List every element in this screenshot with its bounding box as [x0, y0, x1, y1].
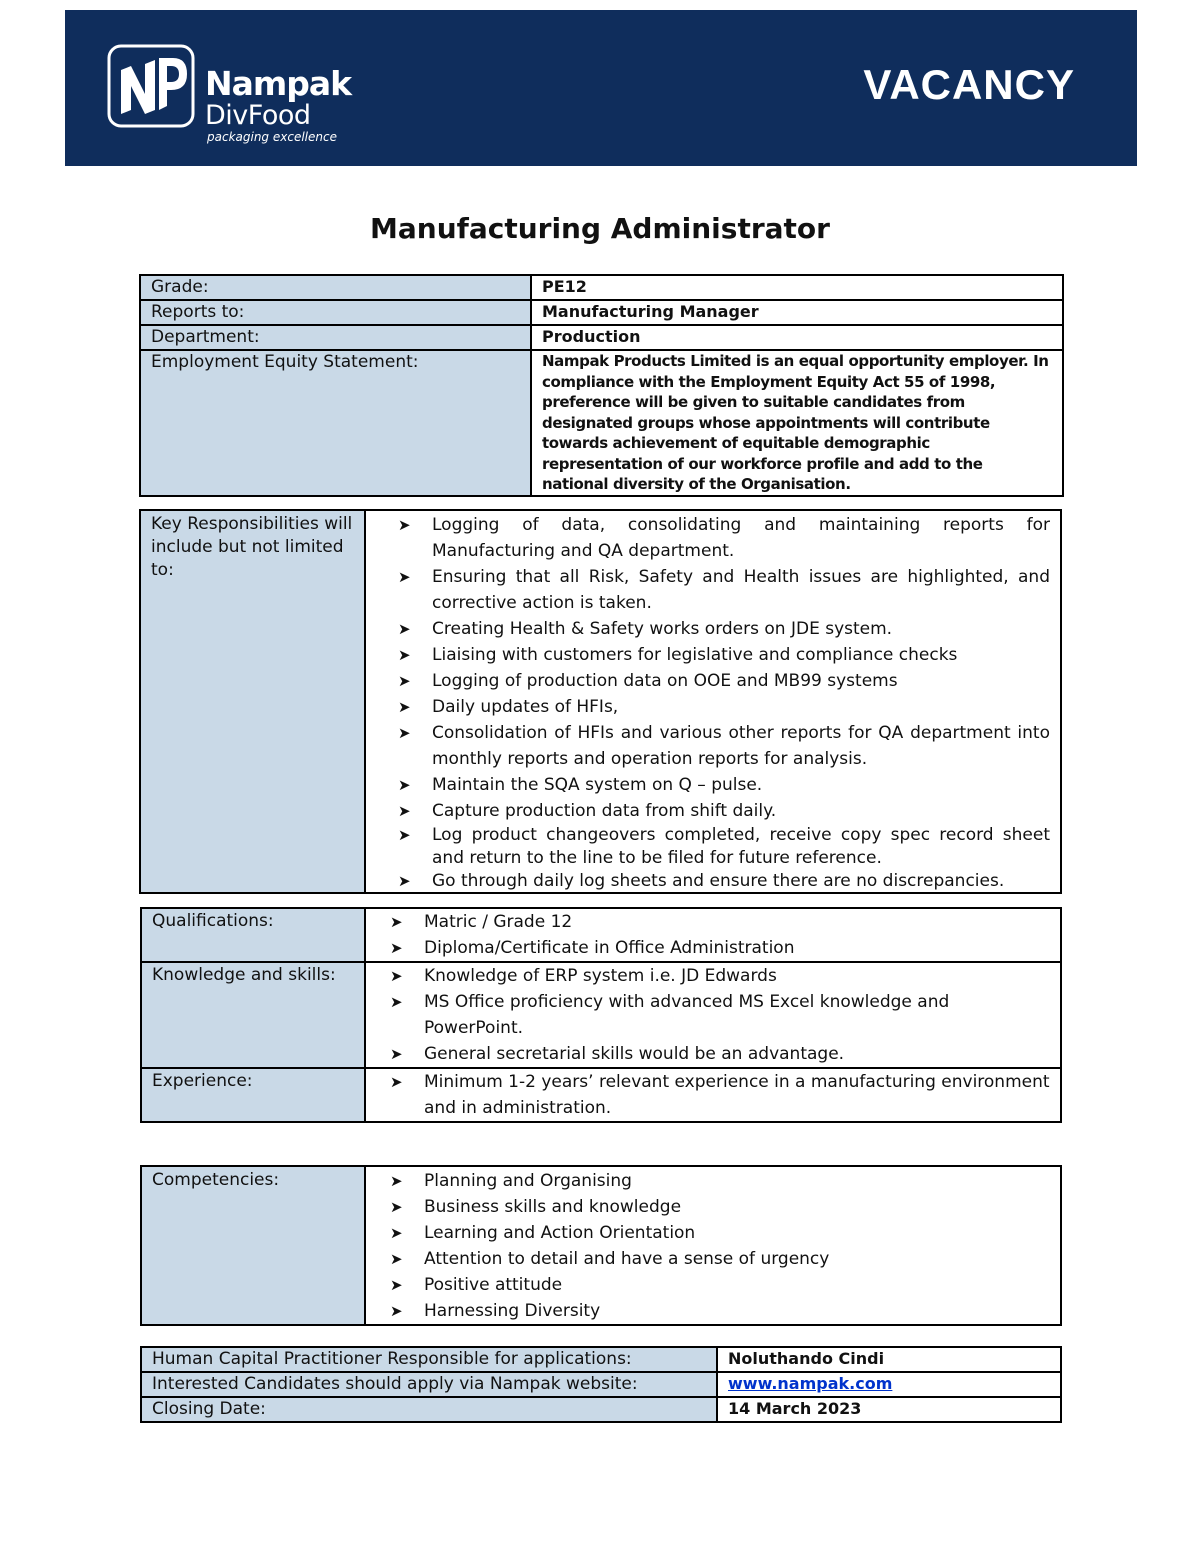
bullet-arrow-icon: ➤: [398, 568, 411, 586]
reports-to-label: Reports to:: [140, 300, 531, 325]
bullet-arrow-icon: ➤: [390, 967, 403, 985]
list-item: ➤ Business skills and knowledge: [366, 1194, 1050, 1220]
experience-list: [366, 1069, 1050, 1121]
list-item: ➤ Logging of data, consolidating and maintaining reports for Manufacturing and QA department.: [366, 512, 1050, 564]
closing-date-label: Closing Date:: [141, 1397, 717, 1422]
bullet-arrow-icon: ➤: [390, 1224, 403, 1242]
bullet-arrow-icon: ➤: [398, 724, 411, 742]
contact-table: [140, 1346, 1062, 1423]
list-item: ➤ Diploma/Certificate in Office Administration: [366, 935, 1050, 961]
grade-value: PE12: [531, 275, 1063, 300]
responsibilities-label: Key Responsibilities will include but not limited to:: [140, 510, 365, 893]
hc-practitioner-label: Human Capital Practitioner Responsible for applications:: [141, 1347, 717, 1372]
qualifications-label: Qualifications:: [141, 908, 365, 962]
bullet-arrow-icon: ➤: [390, 1250, 403, 1268]
qualifications-list: [366, 909, 1050, 961]
bullet-arrow-icon: ➤: [398, 826, 411, 844]
list-item: ➤ Maintain the SQA system on Q – pulse.: [366, 772, 1050, 798]
bullet-arrow-icon: ➤: [398, 776, 411, 794]
np-monogram-icon: [107, 44, 195, 128]
grade-label: Grade:: [140, 275, 531, 300]
department-label: Department:: [140, 325, 531, 350]
table-row: [140, 300, 1063, 325]
bullet-arrow-icon: ➤: [390, 1276, 403, 1294]
table-row: [141, 1397, 1061, 1422]
bullet-arrow-icon: ➤: [390, 993, 403, 1011]
list-item: ➤ Ensuring that all Risk, Safety and Health issues are highlighted, and corrective action is taken.: [366, 564, 1050, 616]
list-item: ➤ Learning and Action Orientation: [366, 1220, 1050, 1246]
logo-tagline: packaging excellence: [207, 130, 337, 144]
details-table: [139, 274, 1064, 497]
bullet-arrow-icon: ➤: [390, 1045, 403, 1063]
list-item: ➤ Consolidation of HFIs and various other reports for QA department into monthly reports and operation reports for analysis.: [366, 720, 1050, 772]
equity-statement-value: Nampak Products Limited is an equal opportunity employer. In compliance with the Employment Equity Act 55 of 1998, preference will be given to suitable candidates from designated groups whose appointments will contribute towards achievement of equitable demographic representation of our workforce profile and add to the national diversity of the Organisation.: [531, 350, 1063, 496]
list-item: ➤ Minimum 1-2 years’ relevant experience in a manufacturing environment and in administration.: [366, 1069, 1050, 1121]
bullet-arrow-icon: ➤: [398, 516, 411, 534]
list-item: ➤ Go through daily log sheets and ensure there are no discrepancies.: [398, 871, 1005, 891]
list-item: ➤ Creating Health & Safety works orders on JDE system.: [366, 616, 1050, 642]
bullet-arrow-icon: ➤: [398, 698, 411, 716]
competencies-table: [140, 1165, 1062, 1326]
table-row: [141, 1372, 1061, 1397]
list-item: ➤ MS Office proficiency with advanced MS Excel knowledge and PowerPoint.: [366, 989, 1050, 1041]
table-row: [141, 1166, 1061, 1325]
logo-brand: Nampak: [205, 64, 352, 103]
experience-label: Experience:: [141, 1068, 365, 1122]
list-item: ➤ Daily updates of HFIs,: [366, 694, 1050, 720]
list-item: ➤ Planning and Organising: [366, 1168, 1050, 1194]
table-row: [141, 1068, 1061, 1122]
vacancy-heading: VACANCY: [863, 61, 1075, 108]
knowledge-skills-list: [366, 963, 1050, 1067]
reports-to-value: Manufacturing Manager: [531, 300, 1063, 325]
table-row: [140, 325, 1063, 350]
bullet-arrow-icon: ➤: [390, 939, 403, 957]
bullet-arrow-icon: ➤: [390, 913, 403, 931]
table-row: [141, 1347, 1061, 1372]
bullet-arrow-icon: ➤: [398, 872, 411, 890]
bullet-arrow-icon: ➤: [398, 672, 411, 690]
list-item: ➤ Attention to detail and have a sense of urgency: [366, 1246, 1050, 1272]
nampak-website-link[interactable]: www.nampak.com: [728, 1374, 893, 1393]
logo-subbrand: DivFood: [205, 100, 311, 131]
table-row: [140, 350, 1063, 496]
responsibilities-list: [366, 512, 1050, 892]
table-row: [140, 275, 1063, 300]
bullet-arrow-icon: ➤: [398, 620, 411, 638]
list-item: ➤ Harnessing Diversity: [366, 1298, 1050, 1324]
table-row: [141, 908, 1061, 962]
competencies-label: Competencies:: [141, 1166, 365, 1325]
closing-date-value: 14 March 2023: [717, 1397, 1061, 1422]
bullet-arrow-icon: ➤: [390, 1073, 403, 1091]
bullet-arrow-icon: ➤: [398, 802, 411, 820]
responsibilities-table: [139, 509, 1062, 894]
table-row: [141, 962, 1061, 1068]
bullet-arrow-icon: ➤: [390, 1172, 403, 1190]
hc-practitioner-value: Noluthando Cindi: [717, 1347, 1061, 1372]
list-item: ➤ Knowledge of ERP system i.e. JD Edwards: [366, 963, 1050, 989]
bullet-arrow-icon: ➤: [390, 1302, 403, 1320]
list-item: ➤ Log product changeovers completed, receive copy spec record sheet and return to the line to be filed for future reference.: [398, 825, 1050, 868]
competencies-list: [366, 1168, 1050, 1324]
table-row: [140, 510, 1061, 893]
list-item: ➤ Matric / Grade 12: [366, 909, 1050, 935]
header-banner: [65, 10, 1137, 166]
apply-via-label: Interested Candidates should apply via Nampak website:: [141, 1372, 717, 1397]
list-item: ➤ Logging of production data on OOE and MB99 systems: [366, 668, 1050, 694]
list-item: ➤ Liaising with customers for legislative and compliance checks: [366, 642, 1050, 668]
list-item: ➤ Capture production data from shift daily.: [366, 798, 1050, 824]
list-item: ➤ General secretarial skills would be an advantage.: [366, 1041, 1050, 1067]
requirements-table: [140, 907, 1062, 1123]
job-title: Manufacturing Administrator: [370, 212, 830, 245]
equity-statement-label: Employment Equity Statement:: [140, 350, 531, 496]
knowledge-skills-label: Knowledge and skills:: [141, 962, 365, 1068]
bullet-arrow-icon: ➤: [390, 1198, 403, 1216]
department-value: Production: [531, 325, 1063, 350]
list-item: ➤ Positive attitude: [366, 1272, 1050, 1298]
bullet-arrow-icon: ➤: [398, 646, 411, 664]
